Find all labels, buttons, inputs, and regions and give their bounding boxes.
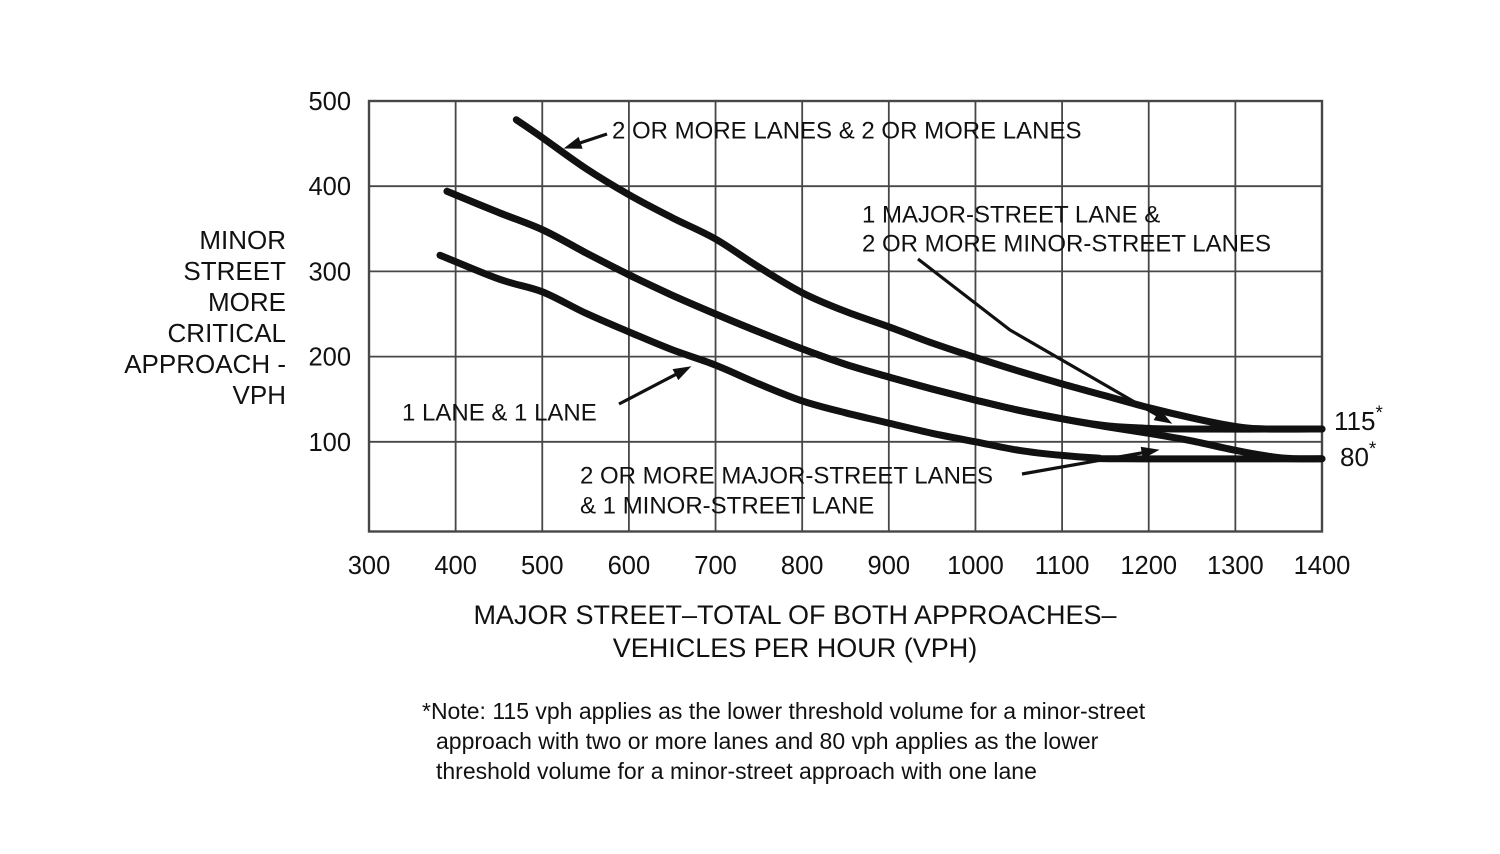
x-tick-label-600: 600 bbox=[607, 552, 651, 580]
x-tick-label-1400: 1400 bbox=[1293, 552, 1351, 580]
footnote-line-3: threshold volume for a minor-street approach with one lane bbox=[436, 758, 1037, 784]
label-2-major-1-minor-text: & 1 MINOR-STREET LANE bbox=[580, 492, 875, 520]
y-axis-title-line-5: APPROACH - bbox=[124, 349, 286, 379]
x-tick-label-900: 900 bbox=[867, 552, 911, 580]
x-tick-label-300: 300 bbox=[347, 552, 391, 580]
x-tick-label-700: 700 bbox=[694, 552, 737, 580]
x-tick-label-800: 800 bbox=[780, 552, 824, 580]
y-axis-title-line-6: VPH bbox=[232, 380, 286, 410]
x-tick-label-400: 400 bbox=[434, 552, 477, 580]
x-axis-title-line-2: VEHICLES PER HOUR (VPH) bbox=[612, 633, 978, 663]
x-tick-label-1000: 1000 bbox=[947, 552, 1004, 580]
x-tick-label-500: 500 bbox=[520, 552, 564, 580]
label-2-major-1-minor-text: 2 OR MORE MAJOR-STREET LANES bbox=[580, 462, 993, 490]
y-tick-label-100: 100 bbox=[308, 428, 351, 457]
label-1-and-1-text: 1 LANE & 1 LANE bbox=[402, 399, 597, 427]
y-tick-label-400: 400 bbox=[308, 173, 351, 202]
threshold-80-label: 80* bbox=[1340, 438, 1377, 472]
threshold-115-label: 115* bbox=[1334, 402, 1383, 436]
x-tick-label-1200: 1200 bbox=[1120, 552, 1178, 580]
y-tick-label-500: 500 bbox=[308, 88, 351, 116]
y-axis-title-line-2: STREET bbox=[183, 256, 286, 286]
x-tick-label-1100: 1100 bbox=[1034, 552, 1090, 580]
y-tick-label-200: 200 bbox=[308, 343, 351, 372]
y-axis-title-line-4: CRITICAL bbox=[167, 318, 286, 348]
footnote-line-2: approach with two or more lanes and 80 vph applies as the lower bbox=[436, 728, 1099, 754]
y-tick-label-300: 300 bbox=[308, 258, 351, 287]
x-axis-title-line-1: MAJOR STREET–TOTAL OF BOTH APPROACHES– bbox=[473, 600, 1117, 630]
y-axis-title-line-1: MINOR bbox=[199, 225, 286, 255]
x-tick-label-1300: 1300 bbox=[1206, 552, 1264, 580]
y-axis-title-line-3: MORE bbox=[208, 287, 286, 317]
footnote-line-1: *Note: 115 vph applies as the lower threshold volume for a minor-street bbox=[422, 698, 1146, 724]
label-1-major-2-minor-text: 1 MAJOR-STREET LANE & bbox=[862, 201, 1161, 229]
label-2-or-more-both-text: 2 OR MORE LANES & 2 OR MORE LANES bbox=[612, 117, 1082, 145]
label-1-major-2-minor-text: 2 OR MORE MINOR-STREET LANES bbox=[862, 230, 1271, 258]
